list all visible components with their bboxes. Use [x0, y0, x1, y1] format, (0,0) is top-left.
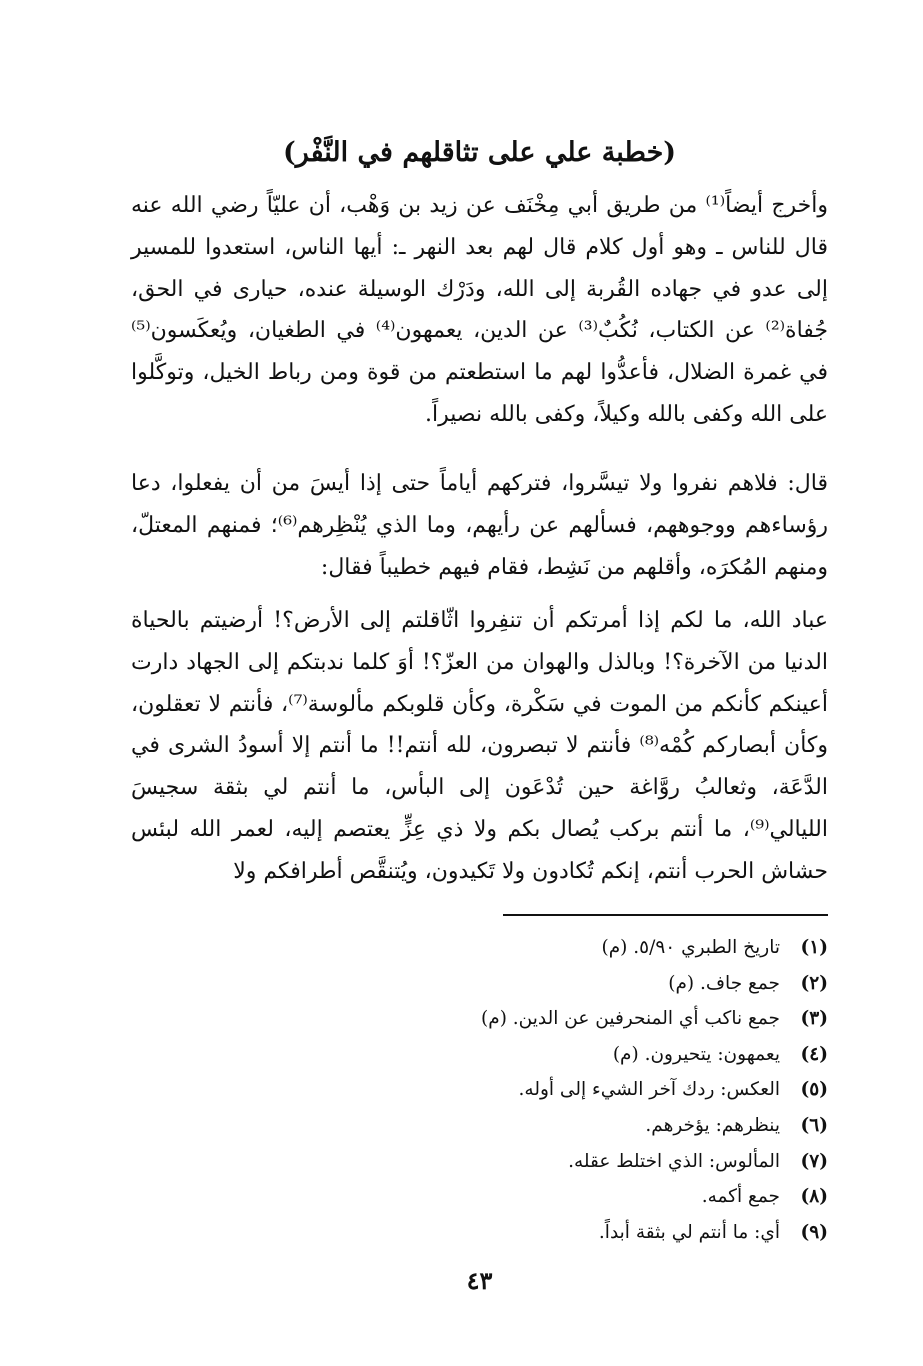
footnote-number: (٢)	[800, 972, 828, 994]
footnote-text: تاريخ الطبري ٥/٩٠. (م)	[601, 937, 780, 958]
footnote-text: العكس: ردك آخر الشيء إلى أوله.	[518, 1079, 780, 1101]
footnote-2	[131, 966, 828, 1002]
footnote-7	[131, 1144, 828, 1180]
footnote-number: (٦)	[800, 1114, 828, 1136]
footnote-8	[131, 1179, 828, 1215]
footnote-number: (٩)	[800, 1221, 828, 1243]
footnote-number: (٣)	[800, 1008, 828, 1030]
footnote-number: (٨)	[800, 1186, 828, 1208]
footnote-number: (٤)	[800, 1043, 828, 1065]
page-number: ٤٣	[466, 1266, 493, 1295]
paragraph-1: وأخرج أيضاً⁽¹⁾ من طريق أبي مِخْنَف عن زيد بن وَهْب، أن عليّاً رضي الله عنه قال للناس ـ وهو أول كلام قال لهم بعد النهر ـ: أيها الناس، استعدوا للمسير إلى عدو في جهاده القُربة إلى الله، ودَرْك الوسيلة عنده، حيارى في الحق، جُفاة⁽²⁾ عن الكتاب، نُكُبٌ⁽³⁾ عن الدين، يعمهون⁽⁴⁾ في الطغيان، ويُعكَسون⁽⁵⁾ في غمرة الضلال، فأعدُّوا لهم ما استطعتم من قوة ومن رباط الخيل، وتوكَّلوا على الله وكفى بالله وكيلاً، وكفى بالله نصيراً.	[131, 193, 829, 427]
footnote-text: المألوس: الذي اختلط عقله.	[568, 1150, 780, 1172]
paragraph-2: قال: فلاهم نفروا ولا تيسَّروا، فتركهم أياماً حتى إذا أيسَ من أن يفعلوا، دعا رؤساءهم ووجوههم، فسألهم عن رأيهم، وما الذي يُنْظِرهم⁽⁶⁾؛ فمنهم المعتلّ، ومنهم المُكرَه، وأقلهم من نَشِط، فقام فيهم خطيباً فقال:	[131, 471, 829, 580]
footnote-6	[131, 1108, 828, 1144]
footnote-separator	[503, 914, 828, 916]
footnote-1	[131, 930, 828, 966]
footnote-text: ينظرهم: يؤخرهم.	[645, 1114, 780, 1136]
footnote-number: (٧)	[800, 1150, 828, 1172]
footnote-number: (٥)	[800, 1079, 828, 1101]
footnote-4	[131, 1037, 828, 1073]
footnote-text: جمع ناكب أي المنحرفين عن الدين. (م)	[481, 1008, 780, 1030]
footnote-5	[131, 1072, 828, 1108]
paragraph-3: عباد الله، ما لكم إذا أمرتكم أن تنفِروا اثّاقلتم إلى الأرض؟! أرضيتم بالحياة الدنيا من الآخرة؟! وبالذل والهوان من العزّ؟! أوَ كلما ندبتكم إلى الجهاد دارت أعينكم كأنكم من الموت في سَكْرة، وكأن قلوبكم مألوسة⁽⁷⁾، فأنتم لا تعقلون، وكأن أبصاركم كُمْه⁽⁸⁾ فأنتم لا تبصرون، لله أنتم!! ما أنتم إلا أسودُ الشرى في الدَّعَة، وثعالبُ روَّاغة حين تُدْعَون إلى البأس، ما أنتم لي بثقة سجيسَ الليالي⁽⁹⁾، ما أنتم بركب يُصال بكم ولا ذي عِزٍّ يعتصم إليه، لعمر الله لبئس حشاش الحرب أنتم، إنكم تُكادون ولا تَكيدون، ويُتنقَّص أطرافكم ولا	[131, 608, 829, 884]
footnote-text: جمع جاف. (م)	[668, 972, 780, 994]
footnote-number: (١)	[800, 937, 828, 958]
footnote-text: جمع أكمه.	[701, 1186, 780, 1208]
footnote-9	[131, 1215, 828, 1251]
section-title: (خطبة علي على تثاقلهم في النَّفْر)	[282, 137, 677, 168]
footnotes-list	[131, 930, 828, 1250]
footnote-text: أي: ما أنتم لي بثقة أبداً.	[598, 1221, 780, 1243]
footnote-3	[131, 1001, 828, 1037]
footnote-text: يعمهون: يتحيرون. (م)	[612, 1043, 780, 1065]
